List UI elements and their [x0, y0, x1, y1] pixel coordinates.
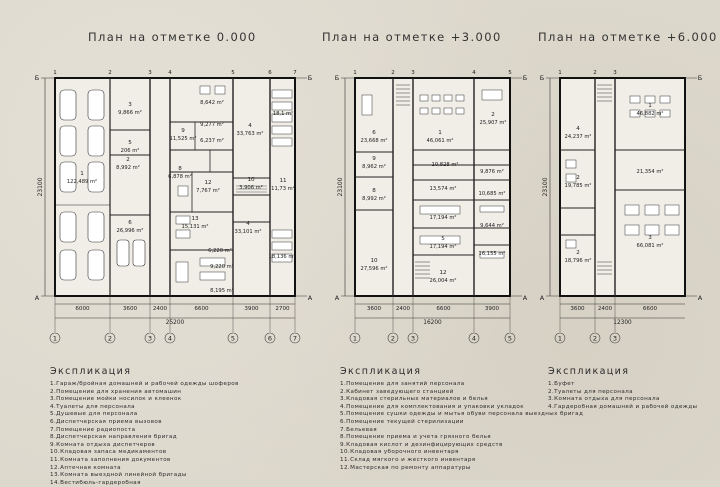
dimension-height: 23100 [37, 177, 44, 197]
explication-plan1 [50, 366, 239, 487]
room-area: 8,992 m² [362, 196, 386, 202]
explication-item: 7.Помещение радиопоста [50, 426, 136, 433]
axis-col-3: 3 [612, 334, 618, 343]
axis-col-top-6: 6 [268, 70, 272, 76]
axis-col-5: 5 [507, 334, 513, 343]
room-number: 4 [246, 221, 250, 227]
axis-col-6: 6 [267, 334, 273, 343]
dimension-segment: 2400 [597, 306, 613, 312]
dimension-segment: 3900 [484, 306, 500, 312]
dimension-segment: 6600 [194, 306, 209, 312]
room-area: 206 m² [120, 148, 140, 154]
explication-item: 2.Помещение для хранения автомашин [50, 388, 182, 395]
axis-col-top-3: 3 [148, 70, 152, 76]
dimension-segment: 3900 [244, 306, 259, 312]
explication-item: 12.Аптечная комната [50, 464, 122, 471]
explication-item: 1.Гараж/бройная домашней и рабочей одежды шоферов [50, 381, 239, 387]
room-area: 7,767 m² [196, 188, 220, 194]
room-area: 46,061 m² [426, 138, 454, 144]
explication-title: Экспликация [548, 366, 630, 377]
explication-item: 12.Мастерская по ремонту аппаратуры [340, 464, 471, 471]
room-number: 5 [441, 236, 445, 242]
room-area: 18,1 m² [272, 111, 294, 117]
room-area: 33,101 m² [234, 229, 262, 235]
room-number: 1 [648, 103, 652, 109]
axis-col-5: 5 [230, 334, 236, 343]
explication-plan3 [548, 366, 697, 411]
room-area: 6,220 m² [208, 248, 232, 254]
room-area: 17,194 m² [429, 215, 457, 221]
explication-item: 4.Помещение для комплектования и упаковки укладок [340, 403, 525, 410]
room-number: 6 [128, 220, 132, 226]
room-area: 9,866 m² [118, 110, 142, 116]
dimension-segment: 2400 [152, 306, 168, 312]
explication-item: 9.Комната отдыха диспетчеров [50, 441, 156, 448]
room-area: 8,642 m² [200, 100, 224, 106]
room-number: 4 [576, 126, 580, 132]
axis-col-top-2: 2 [391, 70, 395, 76]
room-area: 19,785 m² [564, 183, 592, 189]
dimension-segment: 6600 [436, 306, 451, 312]
explication-item: 4.Туалеты для персонала [50, 403, 135, 410]
axis-col-1: 1 [352, 334, 358, 343]
dimension-segment: 3600 [366, 306, 382, 312]
explication-item: 11.Склад мягкого и жесткого инвентаря [340, 456, 476, 463]
axis-col-1: 1 [557, 334, 563, 343]
dimension-segment: 3600 [122, 306, 138, 312]
axis-row-b: Б [34, 74, 40, 82]
room-number: 3 [128, 102, 132, 108]
explication-item: 8.Помещение приема и учета грязного белья [340, 434, 492, 441]
room-area: 11,73 m² [271, 186, 295, 192]
axis-row-a: А [307, 294, 313, 302]
axis-col-top-1: 1 [558, 70, 562, 76]
room-area: 13,574 m² [429, 186, 457, 192]
explication-item: 10.Кладовая уборочного инвентаря [340, 449, 459, 456]
axis-row-a: А [522, 294, 528, 302]
dimension-height: 23100 [337, 177, 344, 197]
axis-col-top-5: 5 [508, 70, 512, 76]
room-area: 18,136 m² [268, 254, 296, 260]
room-number: 11 [279, 178, 287, 184]
axis-col-1: 1 [52, 334, 58, 343]
room-area: 10,685 m² [478, 191, 506, 197]
room-number: 10 [247, 177, 255, 183]
axis-col-top-4: 4 [168, 70, 172, 76]
axis-col-top-4: 4 [472, 70, 476, 76]
dimension-segment: 2700 [275, 306, 290, 312]
axis-row-a: А [539, 294, 545, 302]
axis-row-b: Б [307, 74, 313, 82]
room-area: 9,644 m² [480, 223, 504, 229]
room-number: 9 [372, 156, 376, 162]
explication-item: 1.Буфет [548, 381, 575, 387]
explication-item: 11.Комната заполнения документов [50, 456, 171, 463]
explication-item: 10.Кладовая запаса медикаментов [50, 449, 167, 456]
room-area: 6,878 m² [168, 174, 192, 180]
dimension-height: 23100 [542, 177, 549, 197]
axis-col-2: 2 [592, 334, 598, 343]
axis-col-top-3: 3 [613, 70, 617, 76]
room-area: 122,489 m² [66, 179, 98, 185]
axis-col-top-7: 7 [293, 70, 297, 76]
explication-item: 4.Гардеробная домашней и рабочей одежды [548, 403, 698, 410]
room-area: 8,992 m² [116, 165, 140, 171]
axis-col-3: 3 [410, 334, 416, 343]
explication-item: 5.Душевые для персонала [50, 411, 138, 418]
room-area: 9,220 m² [210, 264, 234, 270]
axis-col-4: 4 [471, 334, 477, 343]
axis-row-a: А [334, 294, 340, 302]
room-area: 33,763 m² [236, 131, 264, 137]
room-area: 25,907 m² [479, 120, 507, 126]
room-number: 1 [80, 171, 84, 177]
room-number: 9 [181, 128, 185, 134]
room-area: 3,906 m² [239, 185, 263, 191]
axis-col-top-5: 5 [231, 70, 235, 76]
axis-col-top-1: 1 [353, 70, 357, 76]
axis-col-2: 2 [390, 334, 396, 343]
room-area: 26,996 m² [116, 228, 144, 234]
explication-item: 5.Помещение сушки одежды и мытья обуви персонала выездных бригад [340, 411, 584, 418]
dimension-segment: 2400 [395, 306, 411, 312]
room-area: 17,194 m² [429, 244, 457, 250]
axis-col-top-2: 2 [593, 70, 597, 76]
explication-title: Экспликация [50, 366, 132, 377]
explication-item: 3.Комната отдыха для персонала [548, 396, 660, 403]
dimension-total: 12300 [613, 320, 632, 326]
explication-item: 1.Помещение для занятий персонала [340, 381, 465, 387]
axis-col-2: 2 [107, 334, 113, 343]
axis-row-b: Б [539, 74, 545, 82]
explication-item: 7.Бельевая [340, 426, 378, 433]
room-number: 2 [576, 175, 580, 181]
room-number: 2 [126, 157, 130, 163]
explication-item: 3.Помещение мойки носилок и клеенок [50, 396, 182, 403]
room-area: 18,796 m² [564, 258, 592, 264]
room-number: 2 [491, 112, 495, 118]
explication-item: 8.Диспетчерская направления бригад [50, 434, 178, 441]
room-area: 26,004 m² [429, 278, 457, 284]
axis-col-top-1: 1 [53, 70, 57, 76]
plan-title-6000: План на отметке +6.000 [538, 30, 718, 44]
room-area: 10,828 m² [431, 162, 459, 168]
dimension-segment: 6600 [642, 306, 658, 312]
room-number: 12 [204, 180, 212, 186]
room-area: 11,525 m² [169, 136, 197, 142]
room-number: 12 [439, 270, 447, 276]
room-number: 3 [648, 235, 652, 241]
explication-item: 2.Кабинет заведующего станцией [340, 388, 454, 395]
explication-title: Экспликация [340, 366, 422, 377]
dimension-segment: 6000 [75, 306, 90, 312]
axis-col-7: 7 [292, 334, 298, 343]
axis-row-a: А [697, 294, 703, 302]
room-number: 4 [248, 123, 252, 129]
explication-plan2 [340, 366, 583, 472]
room-area: 9,277 m² [200, 122, 224, 128]
room-number: 6 [372, 130, 376, 136]
room-number: 8 [372, 188, 376, 194]
axis-col-top-3: 3 [411, 70, 415, 76]
axis-row-b: Б [697, 74, 703, 82]
explication-list [340, 381, 583, 472]
room-area: 9,876 m² [480, 169, 504, 175]
explication-list [548, 381, 697, 411]
room-number: 1 [438, 130, 442, 136]
axis-row-a: А [34, 294, 40, 302]
dimension-segment: 3600 [570, 306, 585, 312]
dimension-total: 25200 [165, 320, 185, 326]
explication-item: 9.Кладовая кислот и дезинфицирующих средств [340, 441, 503, 448]
room-number: 8 [178, 166, 182, 172]
explication-item: 3.Кладовая стерильных материалов и белья [340, 396, 489, 403]
axis-col-4: 4 [167, 334, 173, 343]
explication-list [50, 381, 239, 487]
room-area: 23,668 m² [360, 138, 388, 144]
room-area: 66,081 m² [636, 243, 664, 249]
room-area: 24,237 m² [564, 134, 592, 140]
room-number: 10 [370, 258, 378, 264]
explication-item: 6.Диспетчерская приема вызовов [50, 418, 162, 425]
explication-item: 14.Вестибюль-гардеробная [50, 479, 141, 486]
axis-row-b: Б [334, 74, 340, 82]
room-area: 27,596 m² [360, 266, 388, 272]
room-area: 6,237 m² [200, 138, 224, 144]
plan-title-3000: План на отметке +3.000 [322, 30, 502, 44]
dimension-total: 16200 [423, 320, 442, 326]
room-area: 15,131 m² [181, 224, 209, 230]
room-number: 2 [576, 250, 580, 256]
explication-item: 2.Туалеты для персонала [548, 388, 633, 395]
room-area: 8,962 m² [362, 164, 386, 170]
explication-item: 13.Комната выездной линейной бригады [50, 472, 187, 479]
axis-row-b: Б [522, 74, 528, 82]
room-number: 13 [191, 216, 199, 222]
room-number: 5 [128, 140, 132, 146]
axis-col-top-2: 2 [108, 70, 112, 76]
room-area: 8,195 m² [210, 288, 234, 294]
explication-item: 6.Помещение текущей стерилизации [340, 418, 464, 425]
room-area: 46,882 m² [636, 111, 664, 117]
room-area: 16,155 m² [478, 251, 506, 257]
plan-title-0000: План на отметке 0.000 [88, 30, 257, 44]
axis-col-3: 3 [147, 334, 153, 343]
room-area: 21,354 m² [636, 169, 664, 175]
